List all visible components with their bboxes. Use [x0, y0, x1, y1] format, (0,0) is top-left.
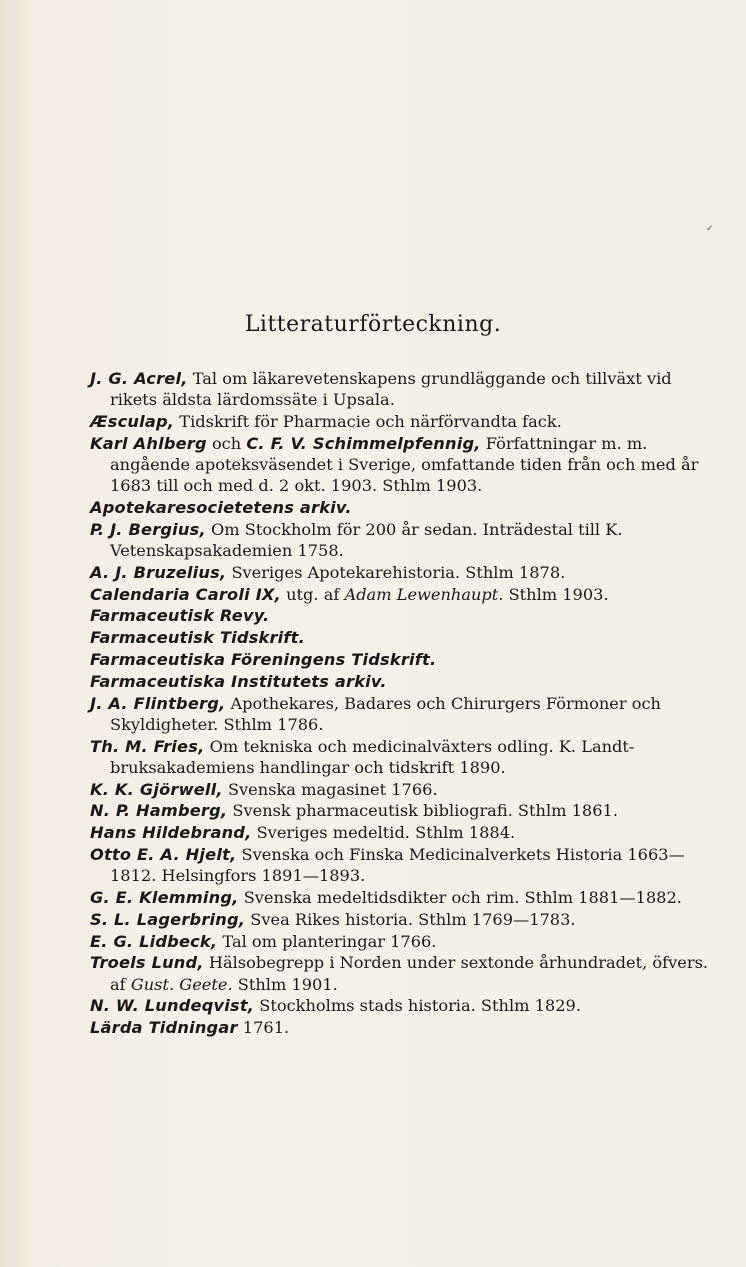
entry-text: Hälsobegrepp i Norden under sextonde århundradet, öfvers. af [110, 953, 709, 994]
entry-author: Karl Ahlberg [90, 433, 207, 453]
bibliography-entry [90, 952, 710, 994]
bibliography-entry [90, 693, 710, 735]
entry-author: Lärda Tidningar [90, 1018, 238, 1038]
entry-editor: Adam Lewenhaupt. [344, 584, 504, 604]
entry-author: S. L. Lagerbring, [90, 909, 246, 929]
entry-text: Sveriges medeltid. Sthlm 1884. [256, 823, 516, 843]
bibliography-entry [90, 368, 710, 410]
bibliography-entry [90, 497, 710, 518]
entry-author: Farmaceutiska Institutets arkiv. [90, 671, 387, 691]
bibliography-entry [90, 433, 710, 497]
entry-text: Svenska magasinet 1766. [227, 779, 438, 799]
bibliography-entry [90, 844, 710, 886]
entry-text: Tal om planteringar 1766. [222, 931, 437, 951]
entry-author: E. G. Lidbeck, [90, 931, 218, 951]
bibliography-entry [90, 1017, 710, 1038]
bibliography-entry [90, 909, 710, 930]
entry-editor: Gust. Geete. [130, 974, 233, 994]
bibliography-entry [90, 584, 710, 605]
entry-author: Hans Hildebrand, [90, 823, 252, 843]
page-title: Litteraturförteckning. [244, 312, 502, 337]
bibliography-entry [90, 519, 710, 561]
entry-author: Æsculap, [90, 412, 175, 431]
entry-text: Sthlm 1903. [508, 584, 609, 604]
entry-author: K. K. Gjörwell, [90, 779, 223, 799]
entry-author: N. W. Lundeqvist, [90, 996, 255, 1016]
entry-text: utg. af [286, 584, 340, 604]
entry-text: Om Stockholm för 200 år sedan. Inträdestal till K. Vetenskapsakademien 1758. [110, 519, 623, 560]
entry-text: Om tekniska och medicinalväxters odling. K. Landtbruksakademiens handlingar och tidskrift 1890. [110, 736, 635, 777]
entry-text: Sveriges Apotekarehistoria. Sthlm 1878. [231, 562, 566, 582]
entry-text: och [211, 433, 242, 453]
entry-author: N. P. Hamberg, [90, 801, 228, 821]
entry-text: Författningar m. m. angående apoteksväsendet i Sverige, omfattande tiden från och med år 1683 till och med d. 2 okt. 1903. Sthlm 1903. [110, 433, 699, 496]
bibliography-entry [90, 411, 710, 432]
entry-text: Tal om läkarevetenskapens grundläggande och tillväxt vid rikets äldsta lärdomssäte i Upsala. [110, 369, 672, 410]
entry-author: Farmaceutisk Revy. [90, 606, 270, 626]
bibliography-entry [90, 822, 710, 843]
entry-author: Troels Lund, [90, 953, 204, 973]
entry-text: Svenska och Finska Medicinalverkets Historia 1663—1812. Helsingfors 1891—1893. [110, 844, 685, 886]
bibliography-entry [90, 779, 710, 800]
entry-text: Apothekares, Badares och Chirurgers Förmoner och Skyldigheter. Sthlm 1786. [110, 693, 661, 734]
entry-author: Th. M. Fries, [90, 736, 205, 756]
entry-author: J. A. Flintberg, [90, 693, 226, 713]
entry-text: Sthlm 1901. [237, 974, 338, 994]
entry-text: Svea Rikes historia. Sthlm 1769—1783. [250, 909, 576, 929]
bibliography-entry [90, 562, 710, 583]
bibliography-entry [90, 736, 710, 778]
bibliography-entry [90, 887, 710, 908]
entry-text: Svensk pharmaceutisk bibliografi. Sthlm 1861. [232, 801, 618, 821]
bibliography-entry [90, 995, 710, 1016]
entry-author: Farmaceutisk Tidskrift. [90, 628, 305, 648]
entry-author: Apotekaresocietetens arkiv. [90, 498, 352, 517]
entry-author: Calendaria Caroli IX, [90, 584, 281, 604]
entry-text: Tidskrift för Pharmacie och närförvandta fack. [179, 412, 562, 431]
entry-author: G. E. Klemming, [90, 887, 239, 907]
entry-text: Stockholms stads historia. Sthlm 1829. [259, 996, 581, 1016]
entry-text: Svenska medeltidsdikter och rim. Sthlm 1881—1882. [243, 887, 682, 907]
entry-author: P. J. Bergius, [90, 519, 206, 539]
entry-text: 1761. [242, 1018, 290, 1038]
bibliography-entry [90, 671, 710, 692]
entry-author: J. G. Acrel, [90, 369, 188, 388]
entry-author: A. J. Bruzelius, [90, 562, 227, 582]
entry-author: C. F. V. Schimmelpfennig, [246, 433, 481, 453]
bibliography-list [90, 368, 710, 1039]
pencil-mark: ✓ [706, 224, 714, 234]
bibliography-entry [90, 800, 710, 821]
bibliography-entry [90, 605, 710, 626]
bibliography-entry [90, 649, 710, 670]
bibliography-entry [90, 627, 710, 648]
entry-author: Otto E. A. Hjelt, [90, 844, 237, 864]
bibliography-entry [90, 931, 710, 952]
entry-author: Farmaceutiska Föreningens Tidskrift. [90, 649, 437, 669]
